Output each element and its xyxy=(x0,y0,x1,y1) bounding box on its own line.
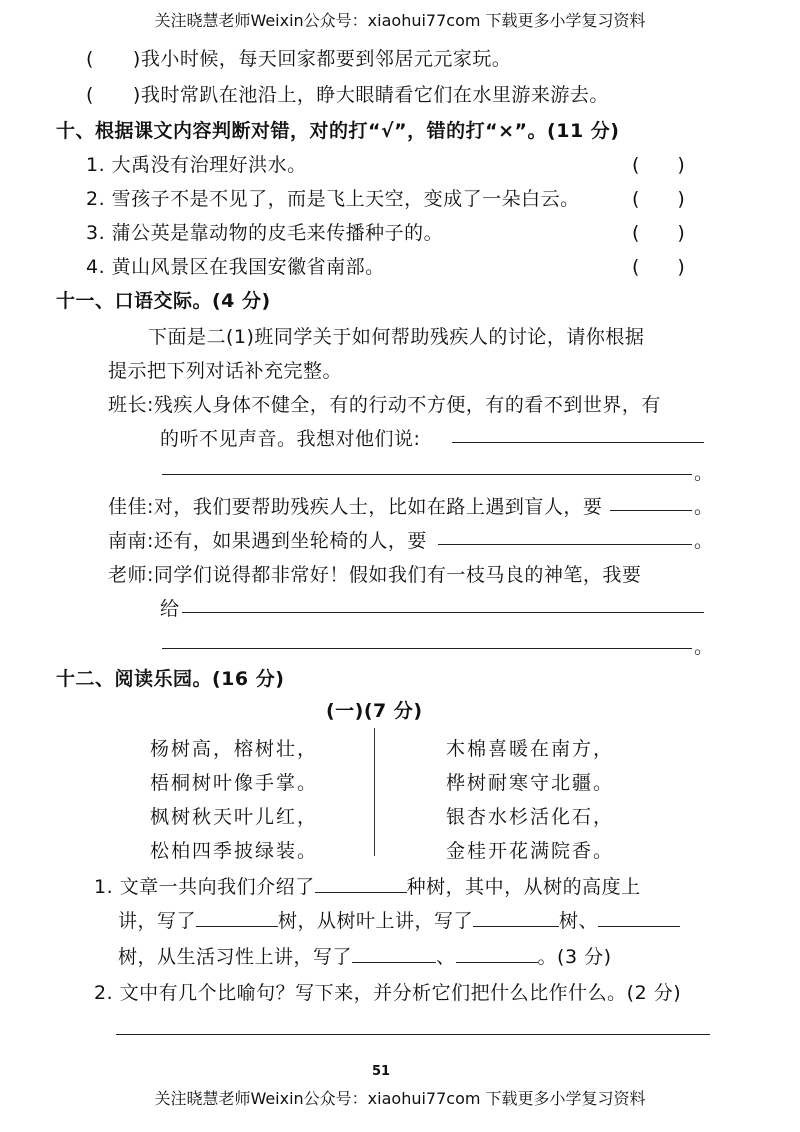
q1-blank-height[interactable] xyxy=(196,908,278,927)
section10-title: 十、根据课文内容判断对错，对的打“√”，错的打“×”。(11 分) xyxy=(56,120,620,142)
header-watermark: 关注晓慧老师Weixin公众号：xiaohui77com 下载更多小学复习资料 xyxy=(154,11,646,30)
q1-line-3 xyxy=(118,942,612,969)
poem-right-2: 桦树耐寒守北疆。 xyxy=(446,772,615,794)
s10-item-2: 2. 雪孩子不是不见了，而是飞上天空，变成了一朵白云。 xyxy=(86,188,580,210)
teacher-blank-1[interactable] xyxy=(182,612,704,613)
q1-line-1 xyxy=(94,872,641,899)
jiajia-blank[interactable] xyxy=(610,510,692,511)
q1-text-d: 树，从树叶上讲，写了 xyxy=(278,910,474,932)
q1-text-f: 树，从生活习性上讲，写了 xyxy=(118,946,353,968)
poem-right-3: 银杏水杉活化石， xyxy=(446,806,615,828)
q1-text-e: 树、 xyxy=(559,910,599,932)
section11-title: 十一、口语交际。(4 分) xyxy=(56,290,271,312)
q1-text-g: 、 xyxy=(436,946,456,968)
poem-left-4: 松柏四季披绿装。 xyxy=(150,840,319,862)
s10-answer-1[interactable]: ( ) xyxy=(632,154,685,176)
s10-answer-4[interactable]: ( ) xyxy=(632,256,685,278)
poem-right-1: 木棉喜暖在南方， xyxy=(446,738,615,760)
q1-blank-habit-2[interactable] xyxy=(456,944,538,963)
period: 。 xyxy=(694,636,714,658)
s10-item-3: 3. 蒲公英是靠动物的皮毛来传播种子的。 xyxy=(86,222,444,244)
poem-right-4: 金桂开花满院香。 xyxy=(446,840,615,862)
answer-paren[interactable]: ( ) xyxy=(86,84,141,106)
monitor-blank-2[interactable] xyxy=(162,474,692,475)
poem-left-3: 枫树秋天叶儿红， xyxy=(150,806,319,828)
q1-text-c: 讲，写了 xyxy=(118,910,197,932)
q2-answer-line[interactable] xyxy=(116,1034,710,1035)
page-number: 51 xyxy=(372,1064,391,1079)
q1-blank-leaf-2[interactable] xyxy=(598,908,680,927)
teacher-blank-2[interactable] xyxy=(162,648,692,649)
top-item-1 xyxy=(86,44,511,71)
q1-blank-leaf-1[interactable] xyxy=(473,908,559,927)
nannan-line: 南南:还有，如果遇到坐轮椅的人，要 xyxy=(108,530,427,552)
monitor-line-1: 班长:残疾人身体不健全，有的行动不方便，有的看不到世界，有 xyxy=(108,394,661,416)
s11-intro-1: 下面是二(1)班同学关于如何帮助残疾人的讨论，请你根据 xyxy=(148,326,645,348)
teacher-line-1: 老师:同学们说得都非常好！假如我们有一枝马良的神笔，我要 xyxy=(108,564,642,586)
q1-line-2 xyxy=(118,906,680,933)
jiajia-line: 佳佳:对，我们要帮助残疾人士，比如在路上遇到盲人，要 xyxy=(108,496,603,518)
footer-watermark: 关注晓慧老师Weixin公众号：xiaohui77com 下载更多小学复习资料 xyxy=(154,1089,646,1108)
passage-subtitle: (一)(7 分) xyxy=(326,700,423,722)
q1-blank-count[interactable] xyxy=(315,874,407,893)
poem-left-1: 杨树高，榕树壮， xyxy=(150,738,319,760)
answer-paren[interactable]: ( ) xyxy=(86,48,141,70)
q1-text-h: 。(3 分) xyxy=(537,946,612,968)
s10-item-1: 1. 大禹没有治理好洪水。 xyxy=(86,154,307,176)
item-text: 我时常趴在池沿上，睁大眼睛看它们在水里游来游去。 xyxy=(140,84,609,106)
q2-text: 2. 文中有几个比喻句？写下来，并分析它们把什么比作什么。(2 分) xyxy=(94,982,682,1004)
s10-answer-2[interactable]: ( ) xyxy=(632,188,685,210)
monitor-line-2: 的听不见声音。我想对他们说: xyxy=(160,428,421,450)
s10-item-4: 4. 黄山风景区在我国安徽省南部。 xyxy=(86,256,385,278)
nannan-blank[interactable] xyxy=(438,544,692,545)
q1-text-a: 1. 文章一共向我们介绍了 xyxy=(94,876,315,898)
s10-answer-3[interactable]: ( ) xyxy=(632,222,685,244)
q1-text-b: 种树，其中，从树的高度上 xyxy=(406,876,641,898)
q1-blank-habit-1[interactable] xyxy=(352,944,436,963)
poem-divider xyxy=(374,728,375,856)
period: 。 xyxy=(694,530,714,552)
teacher-line-2: 给 xyxy=(160,598,180,620)
period: 。 xyxy=(694,462,714,484)
section12-title: 十二、阅读乐园。(16 分) xyxy=(56,668,285,690)
s11-intro-2: 提示把下列对话补充完整。 xyxy=(108,360,343,382)
poem-left-2: 梧桐树叶像手掌。 xyxy=(150,772,319,794)
item-text: 我小时候，每天回家都要到邻居元元家玩。 xyxy=(140,48,512,70)
period: 。 xyxy=(694,496,714,518)
monitor-blank-1[interactable] xyxy=(452,442,704,443)
top-item-2 xyxy=(86,80,609,107)
